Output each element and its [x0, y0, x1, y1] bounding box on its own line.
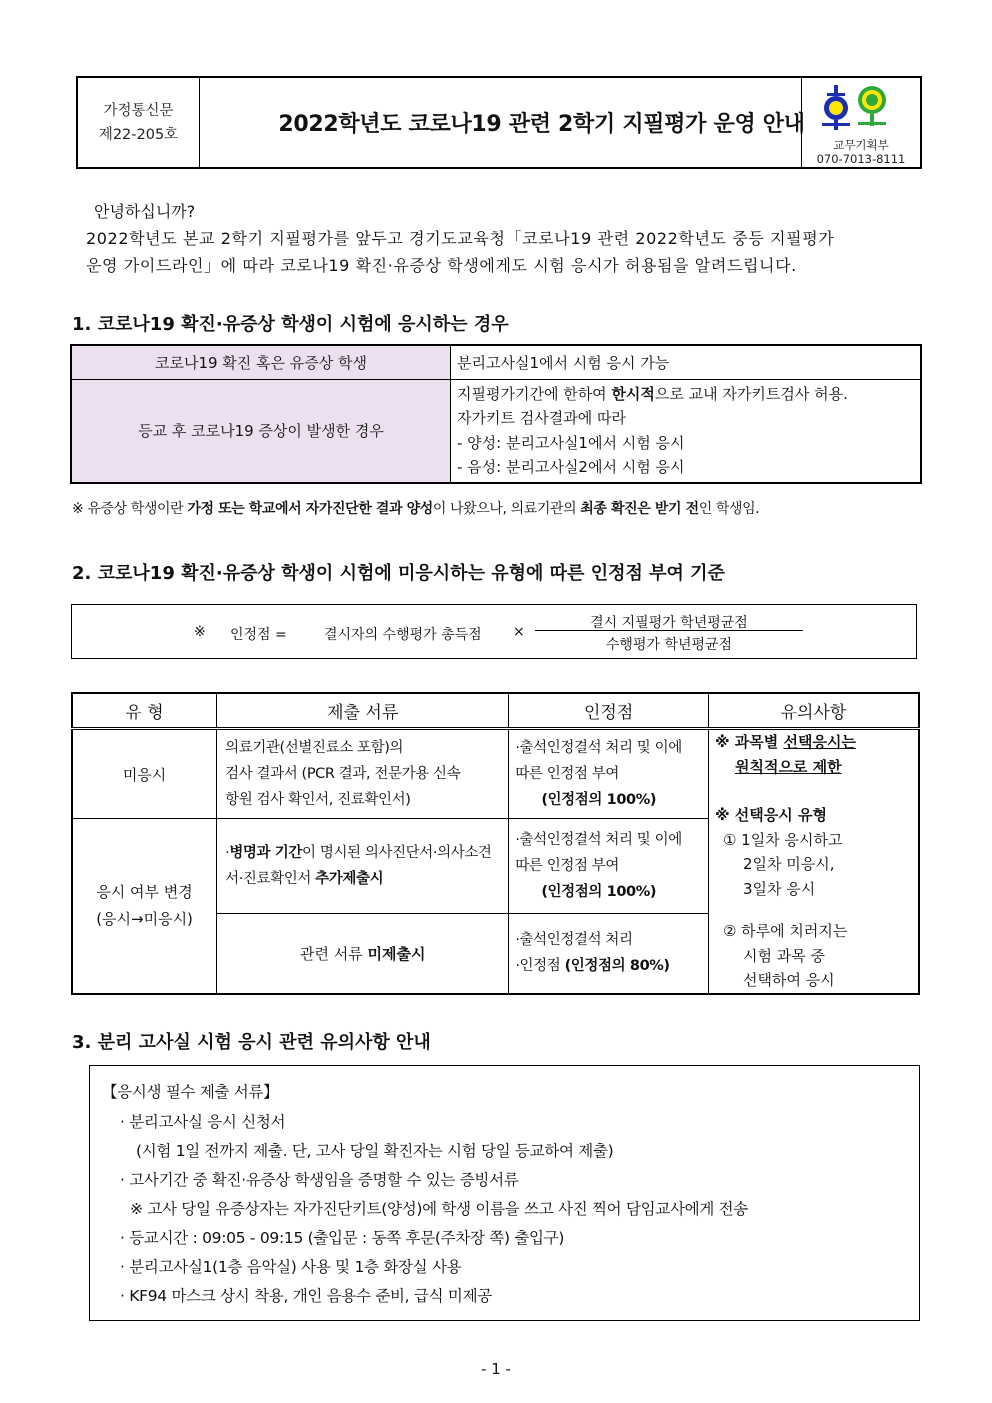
intro-text	[86, 198, 916, 279]
row2-label: 등교 후 코로나19 증상이 발생한 경우	[71, 379, 451, 483]
header-docs: 제출 서류	[217, 693, 509, 729]
row3-score-text: ·인정점	[515, 958, 565, 975]
box-line-5: · 등교시간 : 09:05 - 09:15 (출입문 : 동쪽 후문(주차장 쪽) 출입구)	[120, 1229, 565, 1247]
box-title: 【응시생 필수 제출 서류】	[102, 1083, 279, 1101]
section1-note	[72, 498, 759, 518]
row2-docs-emphasis: 병명과 기간	[229, 845, 303, 861]
notes-item: 2일차 미응시,	[742, 855, 835, 873]
row2-line4: - 음성: 분리고사실2에서 시험 응시	[457, 458, 685, 476]
row2-docs-emphasis: 추가제출시	[315, 871, 384, 887]
notes-item: ② 하루에 치러지는	[722, 922, 848, 940]
notes-item: 선택하여 응시	[742, 971, 835, 989]
section1-table	[70, 344, 922, 484]
row2-docs-text: 서·진료확인서	[225, 871, 316, 887]
school-logo-icon	[802, 78, 920, 138]
formula-term1: 결시자의 수행평가 총득점	[324, 627, 482, 643]
row2-docs-text: ·	[225, 845, 230, 861]
formula-mark: ※	[194, 624, 206, 640]
box-line-1: · 분리고사실 응시 신청서	[120, 1113, 286, 1131]
school-logo-box	[801, 78, 920, 167]
notes-emphasis: 원칙적으로 제한	[734, 757, 842, 776]
row3-score	[509, 914, 709, 994]
row2-score-line: ·출석인정결석 처리 및 이에	[515, 832, 682, 848]
section3-box	[89, 1065, 920, 1321]
table-header-row	[72, 693, 919, 729]
row2-value	[451, 379, 922, 483]
formula-box	[71, 604, 917, 659]
intro-body-1: 2022학년도 본교 2학기 지필평가를 앞두고 경기도교육청「코로나19 관련 2022학년도 중등 지필평가	[86, 229, 835, 248]
row2-type-line: (응시→미응시)	[96, 909, 193, 928]
row2-text: 지필평가기간에 한하여	[457, 384, 612, 403]
notes-item: 시험 과목 중	[742, 946, 825, 965]
header-notes: 유의사항	[708, 693, 919, 729]
section1-heading: 1. 코로나19 확진·유증상 학생이 시험에 응시하는 경우	[72, 314, 509, 335]
row2-text: 으로 교내 자가키트검사 허용.	[654, 384, 848, 403]
note-emphasis: 가정 또는 학교에서 자가진단한 결과 양성	[187, 501, 433, 517]
doc-info	[78, 78, 200, 167]
row2-type	[72, 819, 217, 994]
row1-score-line: 따른 인정점 부여	[515, 766, 619, 782]
header-type: 유 형	[72, 693, 217, 729]
row2-line2: 자가키트 검사결과에 따라	[457, 409, 626, 427]
doc-type: 가정통신문	[103, 102, 174, 119]
formula-lhs: 인정점 =	[230, 627, 287, 643]
formula-times: ×	[513, 624, 525, 640]
box-line-3: · 고사기간 중 확진·유증상 학생임을 증명할 수 있는 증빙서류	[120, 1171, 519, 1189]
row2-docs-text: 이 명시된 의사진단서·의사소견	[302, 845, 492, 861]
section3-heading: 3. 분리 고사실 시험 응시 관련 유의사항 안내	[72, 1032, 431, 1053]
section2-table	[71, 692, 920, 995]
notes-text: ※ 과목별	[714, 733, 784, 751]
row1-type: 미응시	[72, 729, 217, 819]
row1-score-line: ·출석인정결석 처리 및 이에	[515, 740, 682, 756]
row1-docs-line: 의료기관(선별진료소 포함)의	[225, 740, 404, 756]
box-line-2: (시험 1일 전까지 제출. 단, 고사 당일 확진자는 시험 당일 등교하여 제출)	[136, 1142, 614, 1160]
row3-score-line: ·출석인정결석 처리	[515, 932, 633, 949]
document-header	[76, 76, 922, 169]
row1-docs-line: 항원 검사 확인서, 진료확인서)	[225, 792, 411, 808]
row1-docs-line: 검사 결과서 (PCR 결과, 전문가용 신속	[225, 766, 461, 782]
row3-score-percent: (인정점의 80%)	[564, 958, 670, 975]
notes-item: ① 1일차 응시하고	[722, 830, 843, 849]
row2-line3: - 양성: 분리고사실1에서 시험 응시	[457, 433, 685, 452]
fraction-bar	[535, 630, 803, 631]
row1-score	[509, 729, 709, 819]
notes-subheading: ※ 선택응시 유형	[714, 806, 827, 824]
row3-docs-text: 관련 서류	[299, 944, 368, 963]
row2-type-line: 응시 여부 변경	[96, 882, 193, 901]
row3-docs	[217, 914, 509, 994]
table-row	[72, 729, 919, 819]
formula-denominator: 수행평가 학년평균점	[605, 637, 733, 653]
note-text: ※ 유증상 학생이란	[72, 501, 188, 517]
row1-label: 코로나19 확진 혹은 유증상 학생	[71, 345, 451, 379]
dept-info	[802, 138, 920, 166]
note-text: 이 나왔으나, 의료기관의	[432, 501, 581, 517]
notes-item: 3일차 응시	[742, 879, 816, 898]
row3-docs-emphasis: 미제출시	[367, 944, 426, 963]
page-title: 2022학년도 코로나19 관련 2학기 지필평가 운영 안내	[278, 112, 805, 137]
row1-score-percent: (인정점의 100%)	[541, 792, 657, 808]
row2-score	[509, 819, 709, 914]
row2-emphasis: 한시적	[611, 384, 655, 403]
table-row	[71, 379, 921, 483]
dept-phone: 070-7013-8111	[816, 152, 906, 166]
page-number: - 1 -	[481, 1360, 511, 1378]
note-text: 인 학생임.	[698, 501, 760, 517]
row2-score-line: 따른 인정점 부여	[515, 858, 619, 874]
row2-docs	[217, 819, 509, 914]
row2-score-percent: (인정점의 100%)	[541, 884, 657, 900]
box-line-6: · 분리고사실1(1층 음악실) 사용 및 1층 화장실 사용	[120, 1258, 462, 1276]
row1-docs	[217, 729, 509, 819]
formula-numerator: 결시 지필평가 학년평균점	[590, 615, 748, 631]
intro-body-2: 운영 가이드라인」에 따라 코로나19 확진·유증상 학생에게도 시험 응시가 허용됨을 알려드립니다.	[86, 256, 797, 275]
header-score: 인정점	[509, 693, 709, 729]
table-row	[71, 345, 921, 379]
row1-value: 분리고사실1에서 시험 응시 가능	[451, 345, 922, 379]
greeting: 안녕하십니까?	[94, 202, 196, 221]
section2-heading: 2. 코로나19 확진·유증상 학생이 시험에 미응시하는 유형에 따른 인정점 부여 기준	[72, 563, 725, 584]
box-line-7: · KF94 마스크 상시 착용, 개인 음용수 준비, 급식 미제공	[120, 1287, 492, 1305]
notes-emphasis: 선택응시는	[783, 733, 856, 751]
box-line-4: ※ 고사 당일 유증상자는 자가진단키트(양성)에 학생 이름을 쓰고 사진 찍어 담임교사에게 전송	[130, 1200, 748, 1218]
dept-name: 교무기획부	[833, 138, 889, 152]
notes-cell	[708, 729, 919, 994]
doc-number: 제22-205호	[98, 126, 179, 143]
note-emphasis: 최종 확진은 받기 전	[580, 501, 699, 517]
